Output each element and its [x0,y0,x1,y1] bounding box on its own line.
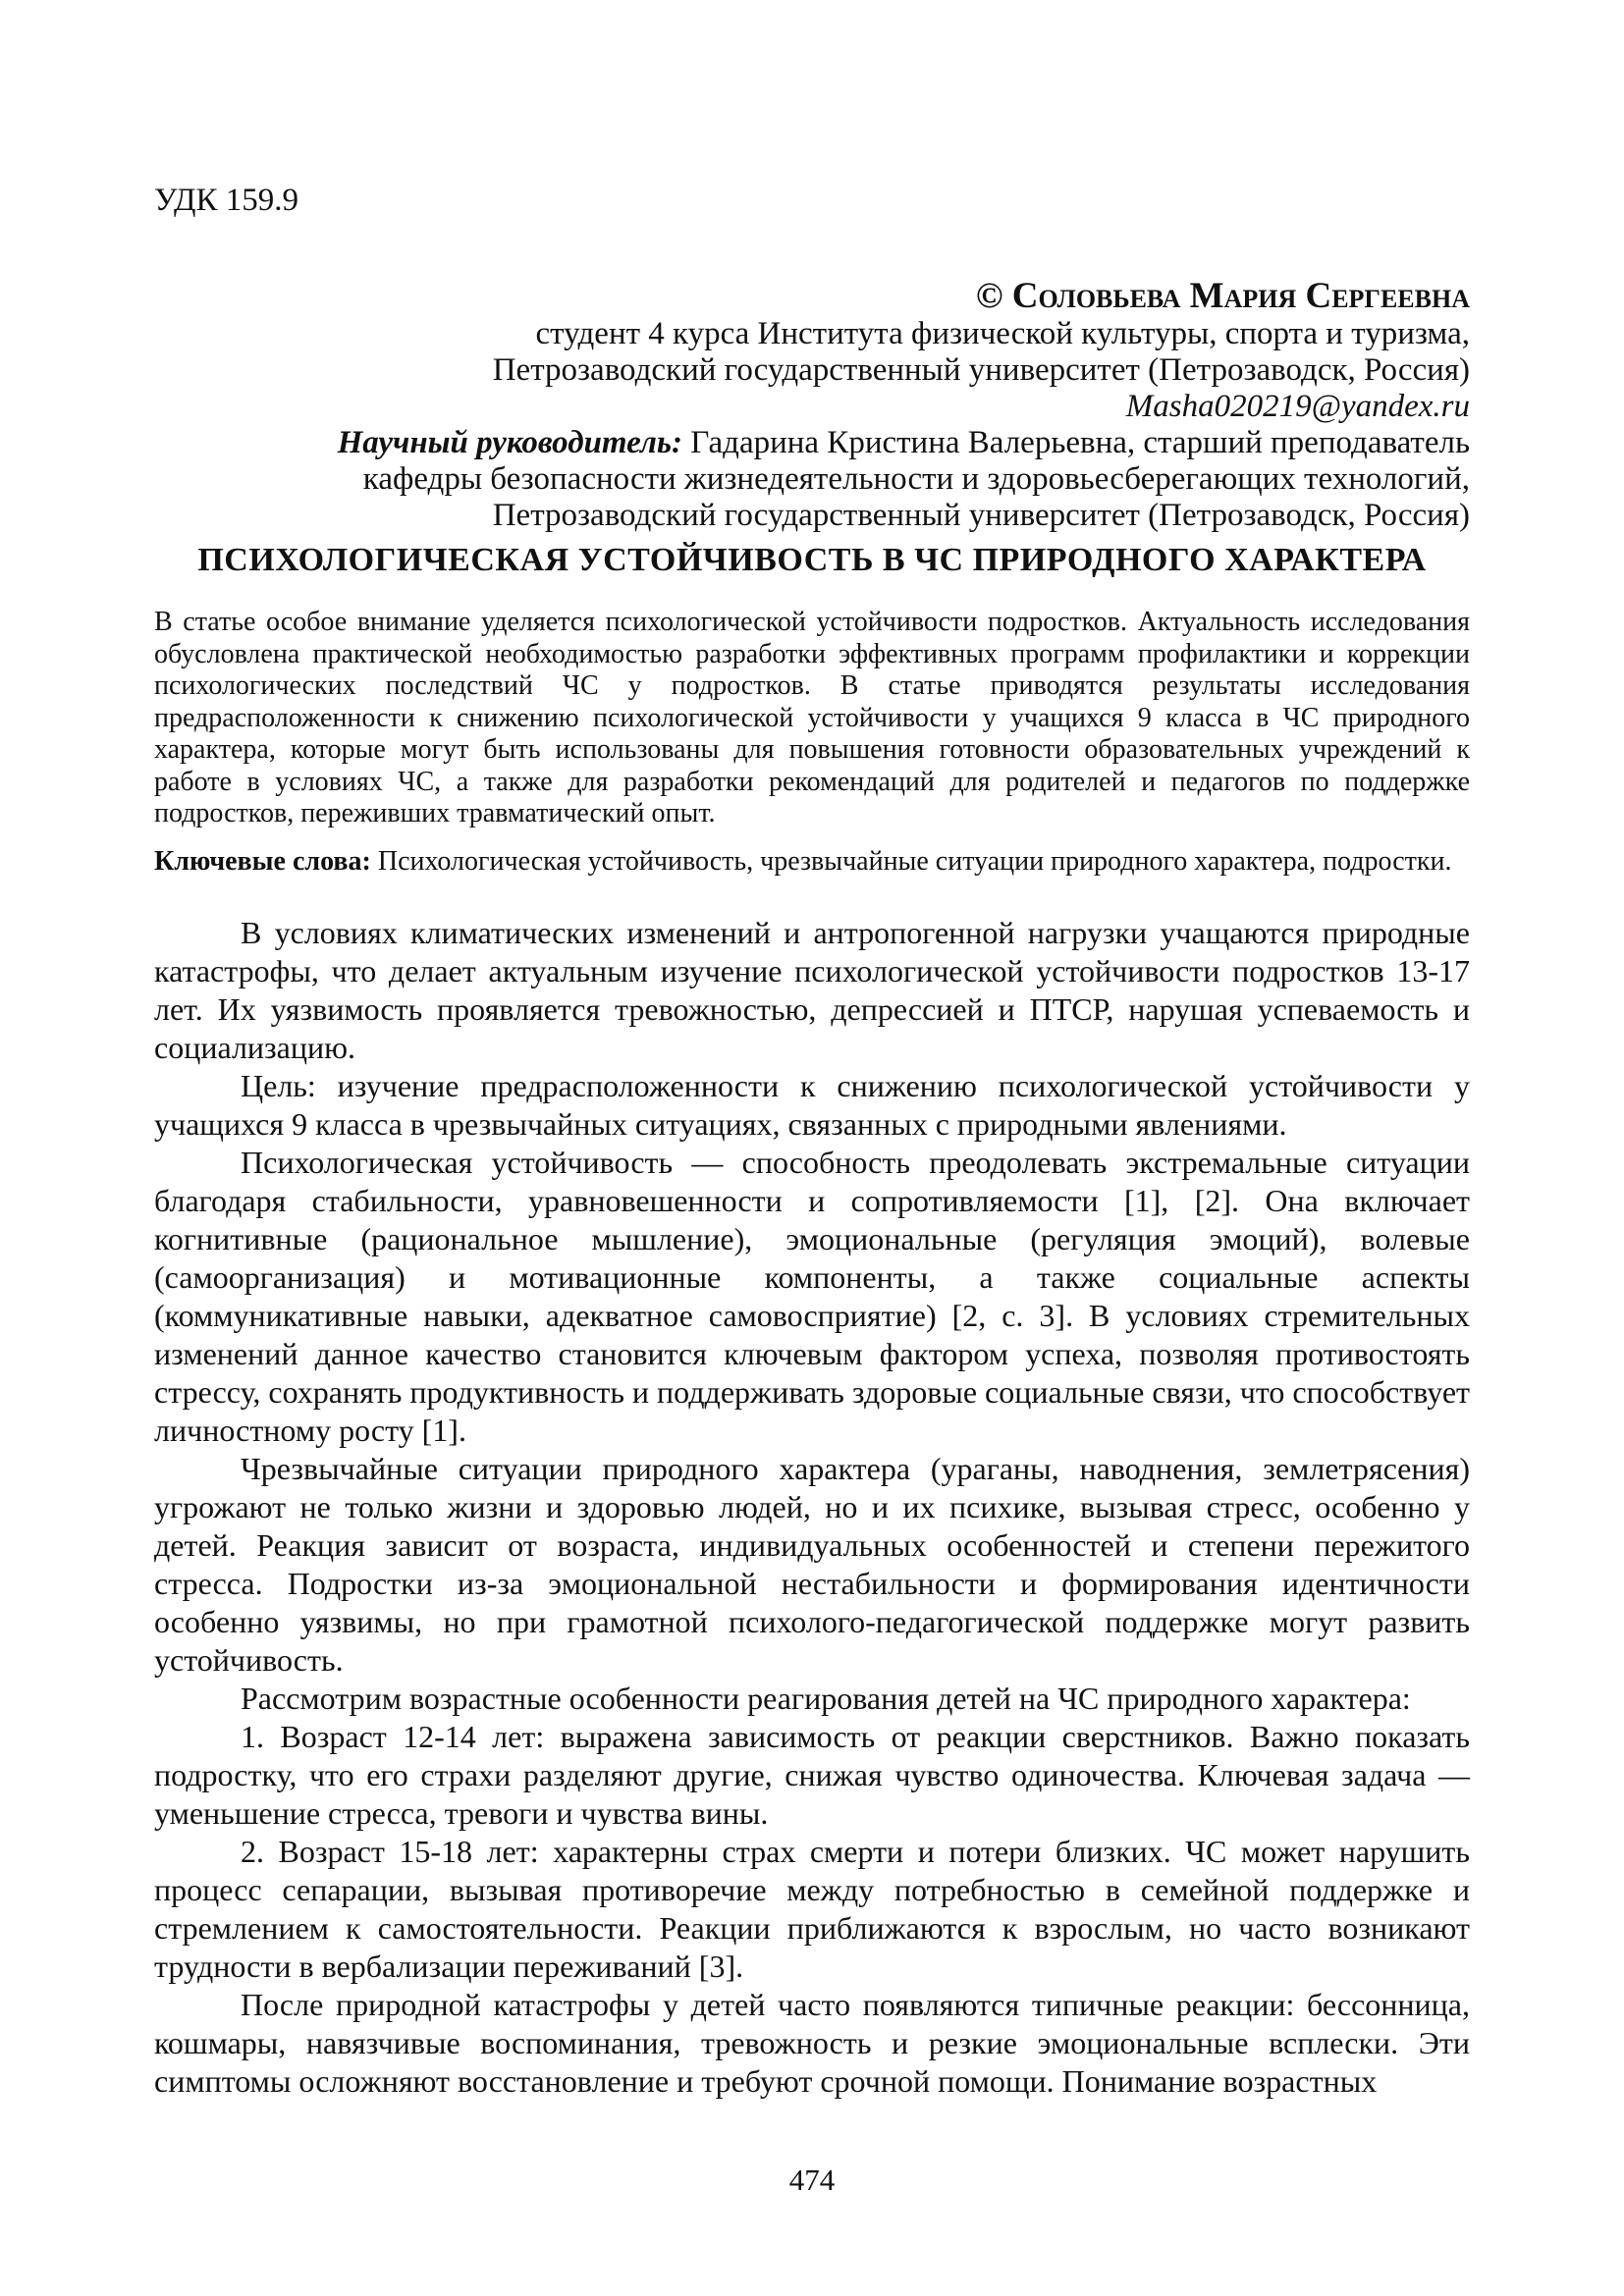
advisor-department: кафедры безопасности жизнедеятельности и здоровьесберегающих технологий, [362,461,1470,497]
keywords-line [154,846,1470,879]
advisor-university: Петрозаводский государственный университет (Петрозаводск, Россия) [492,498,1470,533]
article-body [154,914,1470,2101]
abstract-text: В статье особое внимание уделяется психологической устойчивости подростков. Актуальность исследования обусловлена практической необходимостью разработки эффективных программ профилактики и коррекции психологических последствий ЧС у подростков. В статье приводятся результаты исследования предрасположенности к снижению психологической устойчивости у учащихся 9 класса в ЧС природного характера, которые могут быть использованы для повышения готовности образовательных учреждений к работе в условиях ЧС, а также для разработки рекомендаций для родителей и педагогов по поддержке подростков, переживших травматический опыт. [154,607,1470,828]
body-paragraph: Цель: изучение предрасположенности к снижению психологической устойчивости у учащихся 9 класса в чрезвычайных ситуациях, связанных с природными явлениями. [154,1068,1470,1142]
advisor-label: Научный руководитель: [337,425,682,460]
author-email: Masha020219@yandex.ru [1125,389,1470,424]
author-university: Петрозаводский государственный университет (Петрозаводск, Россия) [492,352,1470,388]
body-paragraph: 2. Возраст 15-18 лет: характерны страх смерти и потери близких. ЧС может нарушить процесс сепарации, вызывая противоречие между потребностью в семейной поддержке и стремлением к самостоятельности. Реакции приближаются к взрослым, но часто возникают трудности в вербализации переживаний [3]. [154,1834,1470,1984]
advisor-name: Гадарина Кристина Валерьевна, старший преподаватель [682,425,1470,460]
author-role: студент 4 курса Института физической культуры, спорта и туризма, [535,316,1470,351]
advisor-line [154,425,1470,461]
keywords-text: Психологическая устойчивость, чрезвычайные ситуации природного характера, подростки. [370,845,1452,877]
author-name: © Соловьева Мария Сергеевна [975,276,1470,316]
author-block [154,277,1470,534]
body-paragraph: 1. Возраст 12-14 лет: выражена зависимость от реакции сверстников. Важно показать подростку, что его страхи разделяют другие, снижая чувство одиночества. Ключевая задача — уменьшение стресса, тревоги и чувства вины. [154,1719,1470,1831]
body-paragraph: В условиях климатических изменений и антропогенной нагрузки учащаются природные катастрофы, что делает актуальным изучение психологической устойчивости подростков 13-17 лет. Их уязвимость проявляется тревожностью, депрессией и ПТСР, нарушая успеваемость и социализацию. [154,915,1470,1065]
body-paragraph: Чрезвычайные ситуации природного характера (ураганы, наводнения, землетрясения) угрожают не только жизни и здоровью людей, но и их психике, вызывая стресс, особенно у детей. Реакция зависит от возраста, индивидуальных особенностей и степени пережитого стресса. Подростки из-за эмоциональной нестабильности и формирования идентичности особенно уязвимы, но при грамотной психолого-педагогической поддержке могут развить устойчивость. [154,1451,1470,1678]
body-paragraph: Психологическая устойчивость — способность преодолевать экстремальные ситуации благодаря стабильности, уравновешенности и сопротивляемости [1], [2]. Она включает когнитивные (рациональное мышление), эмоциональные (регуляция эмоций), волевые (самоорганизация) и мотивационные компоненты, а также социальные аспекты (коммуникативные навыки, адекватное самовосприятие) [2, с. 3]. В условиях стремительных изменений данное качество становится ключевым фактором успеха, позволяя противостоять стрессу, сохранять продуктивность и поддерживать здоровые социальные связи, что способствует личностному росту [1]. [154,1145,1470,1448]
keywords-label: Ключевые слова: [154,845,371,877]
udc-code: УДК 159.9 [154,183,299,218]
body-paragraph: После природной катастрофы у детей часто появляются типичные реакции: бессонница, кошмары, навязчивые воспоминания, тревожность и резкие эмоциональные всплески. Эти симптомы осложняют восстановление и требуют срочной помощи. Понимание возрастных [154,1987,1470,2099]
page-number: 474 [788,2163,836,2197]
body-paragraph: Рассмотрим возрастные особенности реагирования детей на ЧС природного характера: [241,1681,1411,1716]
article-title: ПСИХОЛОГИЧЕСКАЯ УСТОЙЧИВОСТЬ В ЧС ПРИРОДНОГО ХАРАКТЕРА [197,542,1427,578]
